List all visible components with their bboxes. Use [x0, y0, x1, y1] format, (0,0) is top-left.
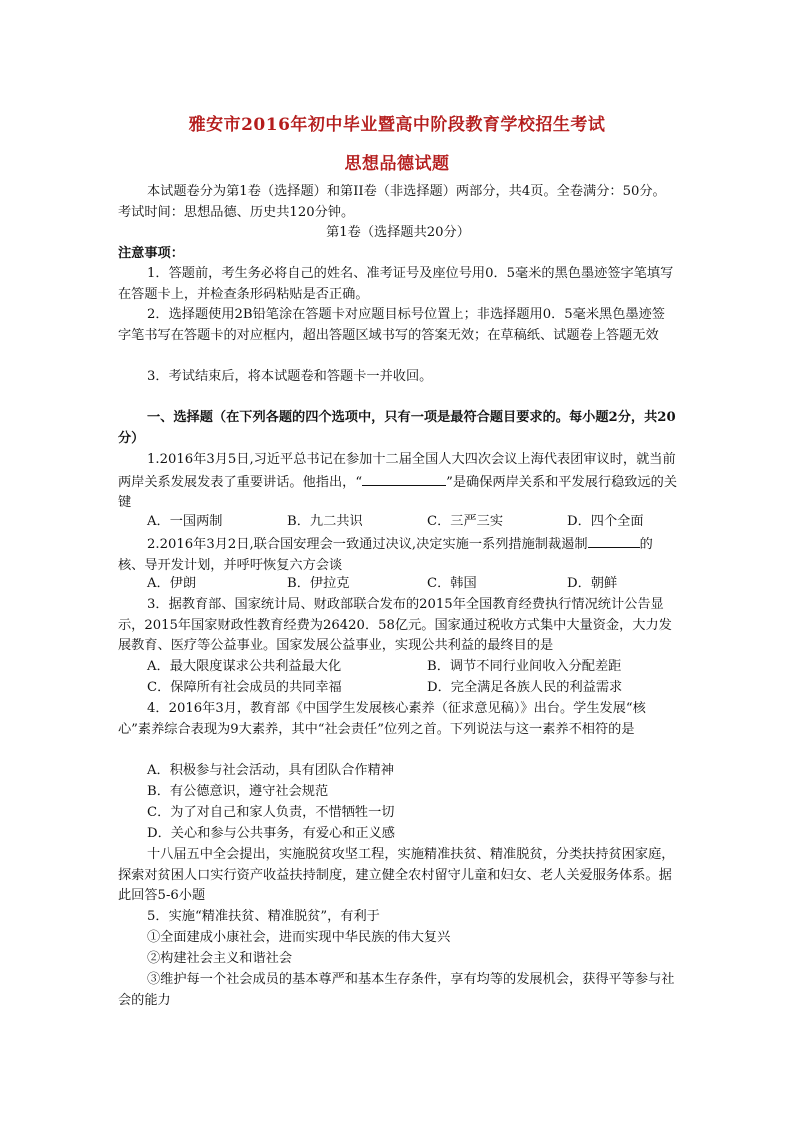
option-d: D．朝鲜 [567, 576, 618, 591]
option-c: C．为了对自己和家人负责，不惜牺牲一切 [147, 805, 395, 820]
notes-heading: 注意事项： [118, 246, 184, 261]
option-a: A．伊朗 [147, 576, 197, 591]
option-d: D．关心和参与公共事务，有爱心和正义感 [147, 826, 395, 841]
question-5: 5．实施“精准扶贫、精准脱贫”，有利于 [147, 909, 380, 924]
question-2 [118, 533, 678, 576]
option-a: A．最大限度谋求公共利益最大化 [147, 659, 342, 674]
reading-passage: 十八届五中全会提出，实施脱贫攻坚工程，实施精准扶贫、精准脱贫，分类扶持贫困家庭，探索对贫困人口实行资产收益扶持制度，建立健全农村留守儿童和妇女、老人关爱服务体系。据此回答5-6小题 [118, 847, 675, 904]
question-3: 3．据教育部、国家统计局、财政部联合发布的2015年全国教育经费执行情况统计公告显示，2015年国家财政性教育经费为26420．58亿元。国家通过税收方式集中大量资金，大力发展教育、医疗等公益事业。国家发展公益事业，实现公共利益的最终目的是 [118, 597, 672, 654]
question-stem: 1.2016年3月5日,习近平总书记在参加十二届全国人大四次会议上海代表团审议时，就当前两岸关系发展发表了重要讲话。他指出，“ [118, 452, 676, 490]
option-b: B．九二共识 [287, 514, 363, 529]
note-item: 1．答题前，考生务必将自己的姓名、准考证号及座位号用0．5毫米的黑色墨迹签字笔填写在答题卡上，并检查条形码粘贴是否正确。 [118, 266, 674, 302]
option-c: C．三严三实 [427, 514, 504, 529]
option-a: A．一国两制 [147, 514, 223, 529]
note-item: 2．选择题使用2B铅笔涂在答题卡对应题目标号位置上；非选择题用0．5毫米黑色墨迹签字笔书写在答题卡的对应框内，超出答题区域书写的答案无效；在草稿纸、试题卷上答题无效 [118, 307, 665, 343]
statement-item: ③维护每一个社会成员的基本尊严和基本生存条件，享有均等的发展机会，获得平等参与社会的能力 [118, 972, 675, 1008]
question-stem: ”是确保两岸关系和平发展行稳致远的关键 [118, 474, 678, 511]
options-row [118, 512, 678, 533]
option-c: C．韩国 [427, 576, 477, 591]
options-row [118, 574, 678, 595]
question-stem: 的核、导开发计划，并呼吁恢复六方会谈 [118, 537, 653, 573]
question-1 [118, 450, 678, 514]
option-b: B．有公德意识，遵守社会规范 [147, 784, 329, 799]
option-d: D．完全满足各族人民的利益需求 [427, 680, 623, 695]
question-4: 4．2016年3月，教育部《中国学生发展核心素养（征求意见稿）》出台。学生发展“核心”素养综合表现为9大素养，其中“社会责任”位列之首。下列说法与这一素养不相符的是 [118, 701, 646, 737]
statement-item: ②构建社会主义和谐社会 [147, 951, 293, 966]
intro-paragraph: 本试题卷分为第1卷（选择题）和第II卷（非选择题）两部分，共4页。全卷满分：50分。考试时间：思想品德、历史共120分钟。 [118, 184, 666, 220]
section-label: 第1卷（选择题共20分） [326, 225, 470, 240]
note-item: 3．考试结束后，将本试题卷和答题卡一并收回。 [147, 369, 433, 384]
statement-item: ①全面建成小康社会，进而实现中华民族的伟大复兴 [147, 930, 451, 945]
option-b: B．调节不同行业间收入分配差距 [427, 659, 622, 674]
option-c: C．保障所有社会成员的共同幸福 [147, 680, 342, 695]
question-stem: 2.2016年3月2日,联合国安理会一致通过决议,决定实施一系列措施制裁遏制 [147, 537, 588, 552]
option-d: D．四个全面 [567, 514, 644, 529]
part-heading: 一、选择题（在下列各题的四个选项中，只有一项是最符合题目要求的。每小题2分，共20分） [118, 410, 676, 446]
exam-subtitle: 思想品德试题 [344, 154, 450, 174]
options-grid [118, 657, 678, 699]
option-b: B．伊拉克 [287, 576, 350, 591]
answer-blank [362, 471, 446, 486]
exam-title: 雅安市2016年初中毕业暨高中阶段教育学校招生考试 [188, 115, 606, 135]
option-a: A．积极参与社会活动，具有团队合作精神 [147, 763, 394, 778]
answer-blank [588, 533, 640, 548]
